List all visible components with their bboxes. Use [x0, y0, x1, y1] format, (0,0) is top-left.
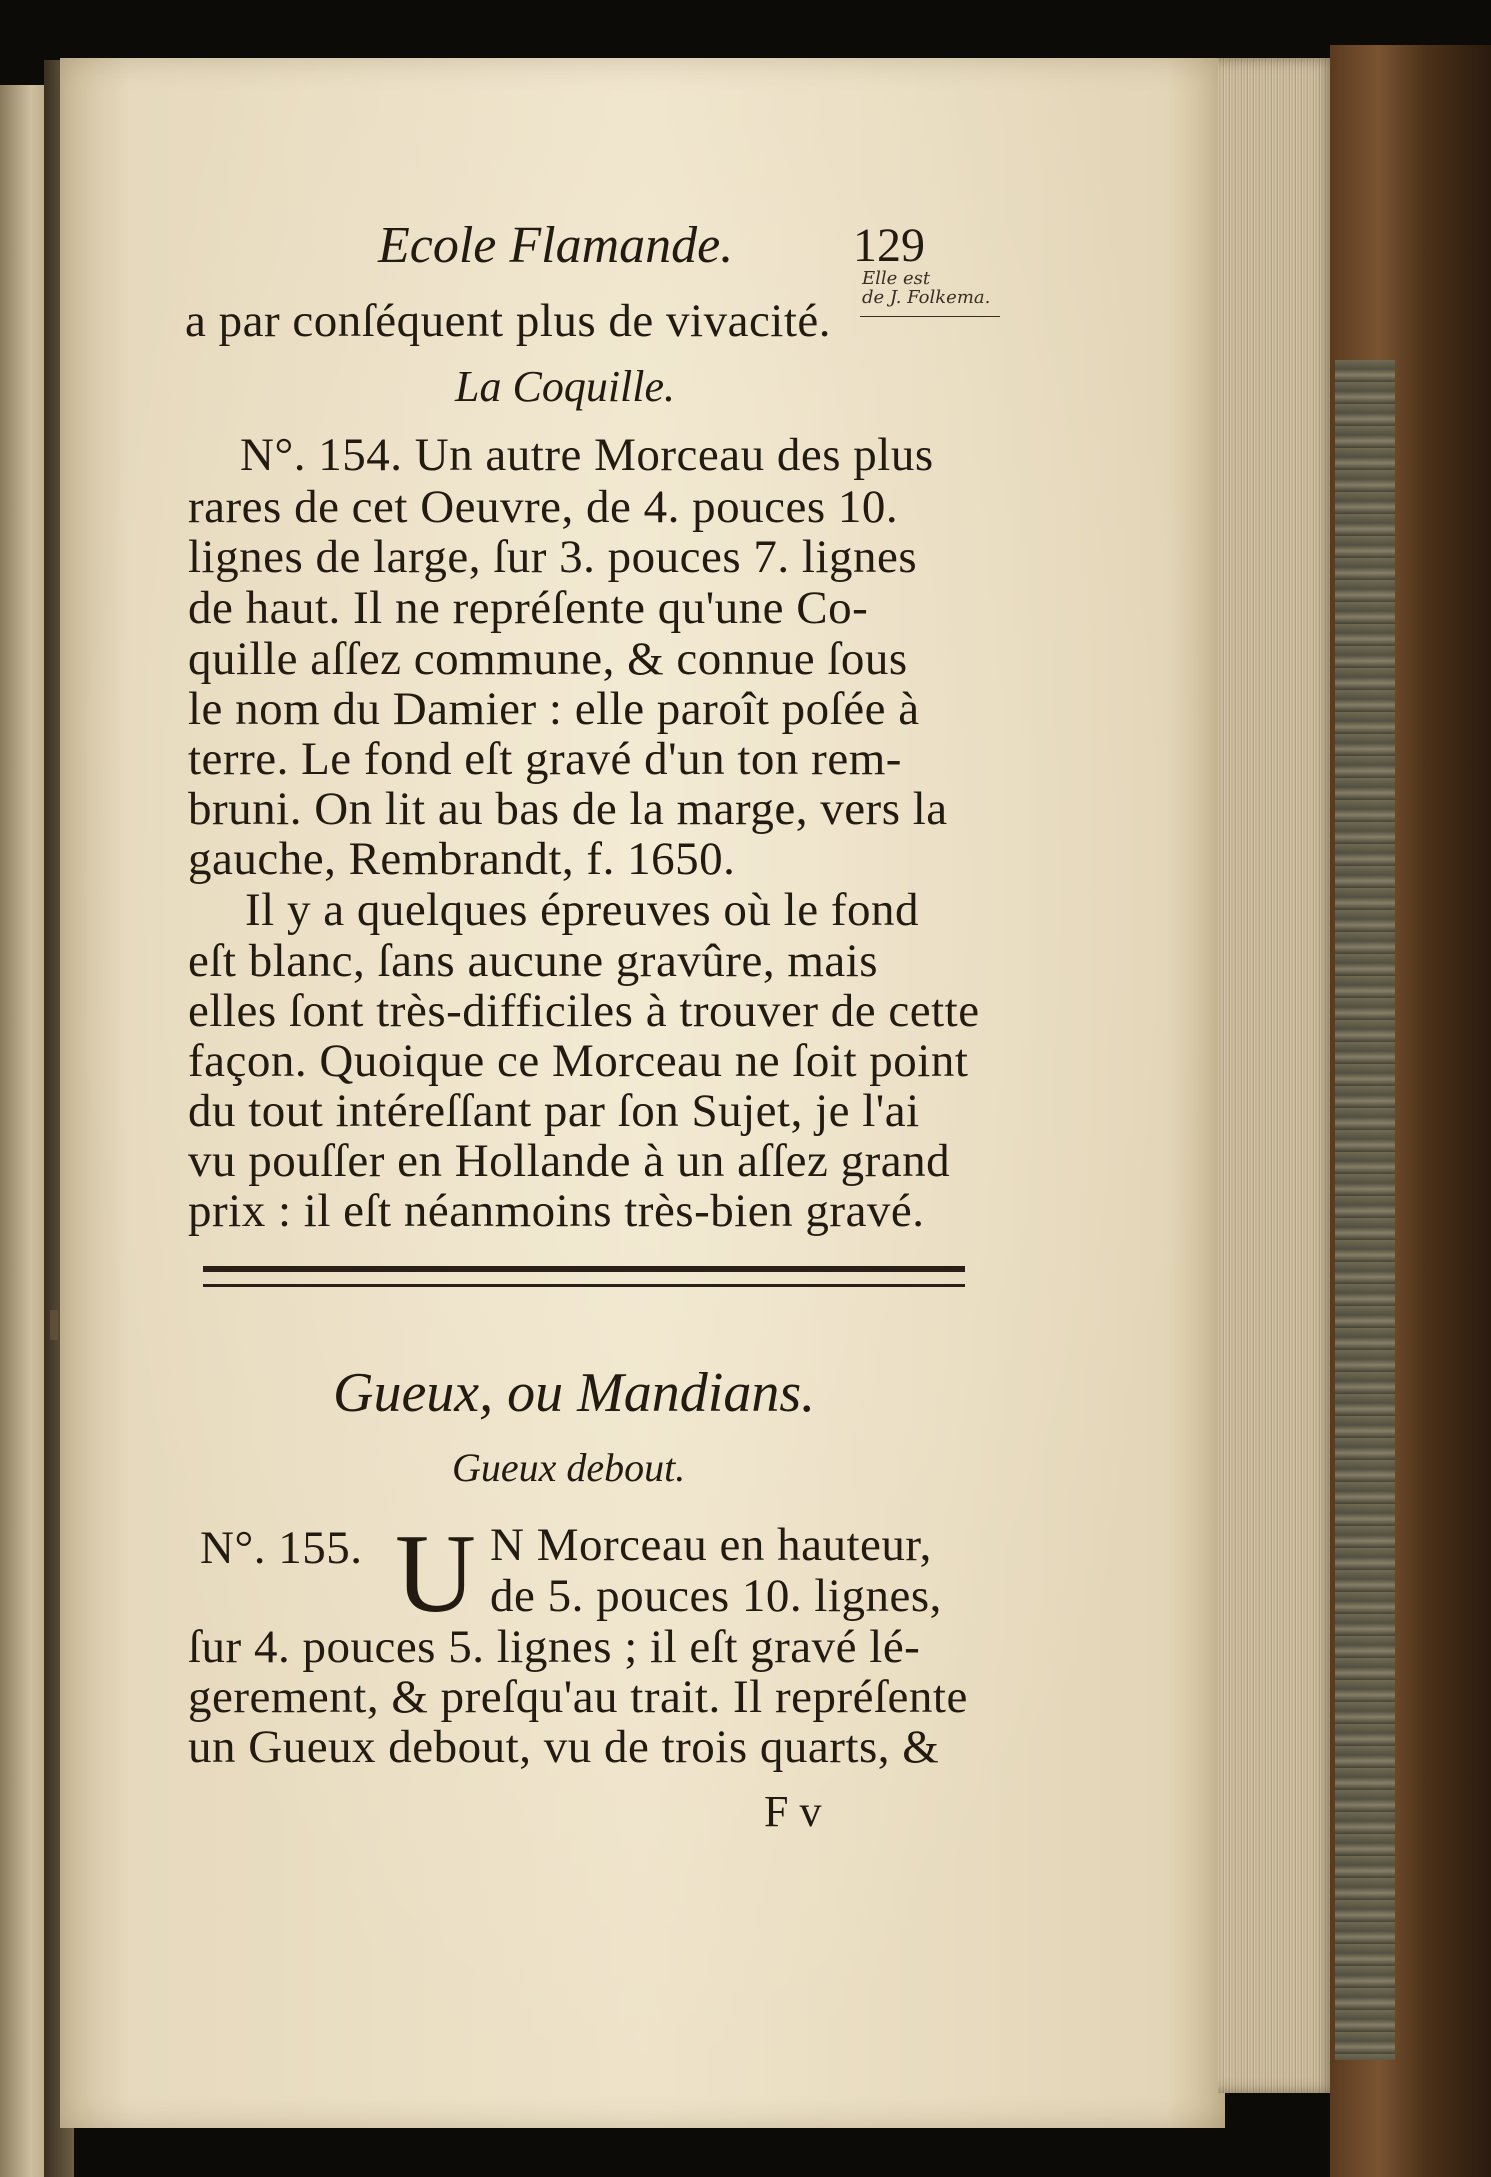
annotation-underline: [860, 316, 1000, 317]
section-heading-gueux: Gueux, ou Mandians.: [333, 1362, 816, 1424]
entry-155-line: ſur 4. pouces 5. lignes ; il eſt gravé lé-: [188, 1621, 921, 1673]
entry-154-line: eſt blanc, ſans aucune gravûre, mais: [188, 935, 879, 987]
entry-155-line: de 5. pouces 10. lignes,: [490, 1570, 942, 1622]
entry-154-line: bruni. On lit au bas de la marge, vers la: [188, 783, 948, 835]
subheading-la-coquille: La Coquille.: [455, 362, 676, 411]
handwritten-annotation-line: Elle est: [862, 268, 931, 289]
entry-154-line: elles ſont très-difficiles à trouver de cette: [188, 985, 980, 1037]
drop-cap-initial: U: [395, 1512, 476, 1636]
page-edges: [1218, 58, 1338, 2093]
running-header-title: Ecole Flamande.: [378, 217, 734, 274]
entry-154-line: gauche, Rembrandt, f. 1650.: [188, 833, 736, 885]
margin-mark: [50, 1310, 58, 1340]
entry-154-line: N°. 154. Un autre Morceau des plus: [240, 429, 934, 481]
handwritten-annotation-line: de J. Folkema.: [862, 286, 991, 308]
subheading-gueux-debout: Gueux debout.: [452, 1445, 686, 1490]
cover-marbling: [1335, 360, 1395, 2060]
entry-154-line: façon. Quoique ce Morceau ne ſoit point: [188, 1035, 969, 1087]
entry-155-line: gerement, & preſqu'au trait. Il repréſente: [188, 1671, 968, 1723]
entry-154-line: du tout intéreſſant par ſon Sujet, je l'ai: [188, 1085, 920, 1137]
entry-154-line: lignes de large, ſur 3. pouces 7. lignes: [188, 531, 918, 583]
entry-155-line: un Gueux debout, vu de trois quarts, &: [188, 1721, 940, 1773]
section-divider-thick: [203, 1266, 965, 1272]
entry-154-line: rares de cet Oeuvre, de 4. pouces 10.: [188, 481, 899, 533]
entry-154-line: quille aſſez commune, & connue ſous: [188, 633, 908, 685]
entry-154-line: le nom du Damier : elle paroît poſée à: [188, 683, 920, 735]
entry-154-line: de haut. Il ne repréſente qu'une Co-: [188, 582, 869, 634]
entry-154-line: prix : il eſt néanmoins très-bien gravé.: [188, 1185, 925, 1237]
entry-154-line: vu pouſſer en Hollande à un aſſez grand: [188, 1135, 951, 1187]
text-line-continuation: a par conſéquent plus de vivacité.: [185, 295, 832, 347]
signature-mark: F v: [764, 1787, 822, 1836]
entry-155-number: N°. 155.: [200, 1522, 363, 1574]
handwritten-annotation: [862, 270, 990, 308]
entry-154-line: Il y a quelques épreuves où le fond: [245, 884, 919, 936]
section-divider-thin: [203, 1284, 965, 1287]
entry-155-line: N Morceau en hauteur,: [490, 1519, 932, 1571]
entry-154-line: terre. Le fond eſt gravé d'un ton rem-: [188, 733, 902, 785]
page-number: 129: [853, 219, 925, 272]
